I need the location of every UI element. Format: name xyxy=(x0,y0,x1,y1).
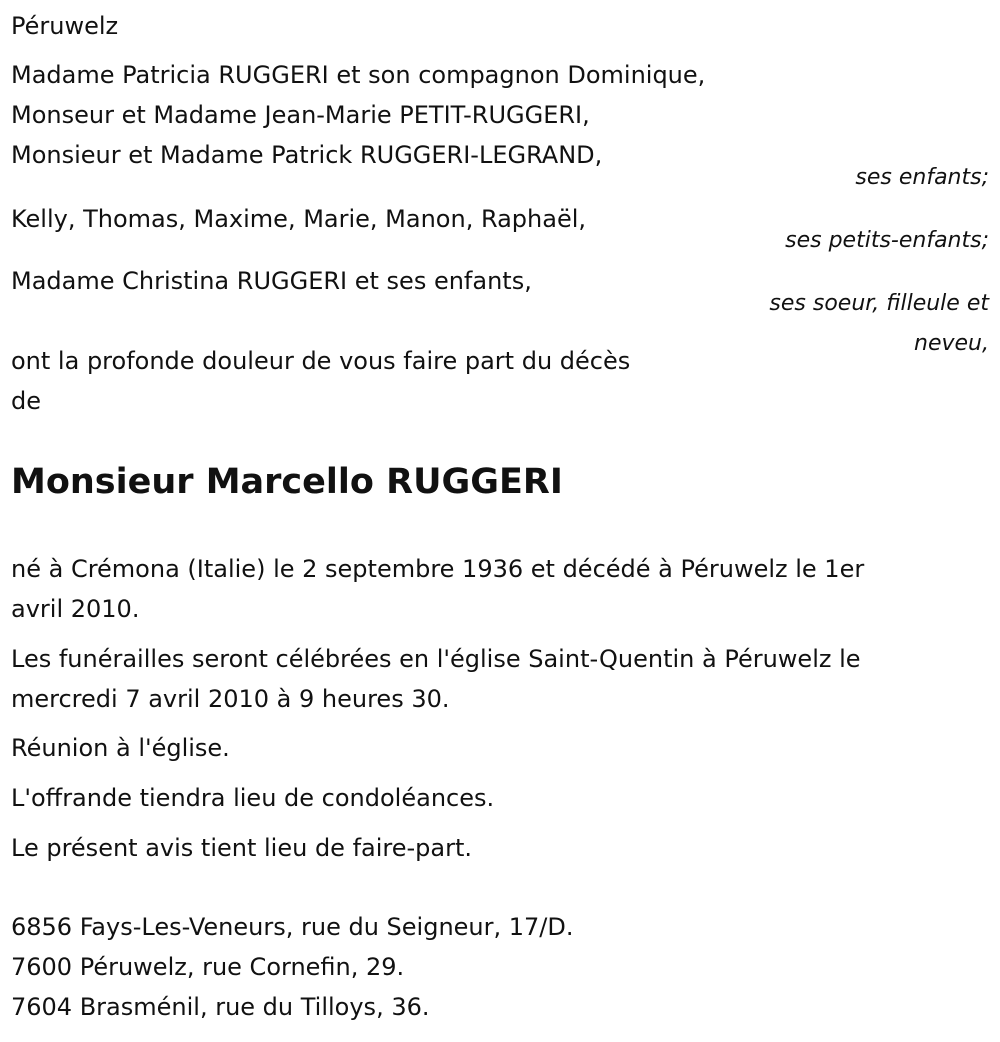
address-line-2: 7600 Péruwelz, rue Cornefin, 29. xyxy=(11,953,405,981)
children-line-3: Monsieur et Madame Patrick RUGGERI-LEGRAND, xyxy=(11,141,603,169)
meeting-line: Réunion à l'église. xyxy=(11,734,230,762)
address-line-3: 7604 Brasménil, rue du Tilloys, 36. xyxy=(11,993,430,1021)
birth-death-line-1: né à Crémona (Italie) le 2 septembre 1936 et décédé à Péruwelz le 1er xyxy=(11,555,865,583)
announcement-line-1: ont la profonde douleur de vous faire part du décès xyxy=(11,347,631,375)
grandchildren-role: ses petits-enfants; xyxy=(785,228,989,253)
location-heading: Péruwelz xyxy=(11,12,119,40)
grandchildren-line: Kelly, Thomas, Maxime, Marie, Manon, Raphaël, xyxy=(11,205,587,233)
sister-line: Madame Christina RUGGERI et ses enfants, xyxy=(11,267,532,295)
announcement-line-2: de xyxy=(11,387,41,415)
notice-line: Le présent avis tient lieu de faire-part. xyxy=(11,834,473,862)
deceased-name: Monsieur Marcello RUGGERI xyxy=(11,462,563,502)
children-line-2: Monseur et Madame Jean-Marie PETIT-RUGGERI, xyxy=(11,101,590,129)
sister-role-line-1: ses soeur, filleule et xyxy=(769,291,989,316)
funeral-line-2: mercredi 7 avril 2010 à 9 heures 30. xyxy=(11,685,450,713)
sister-role-line-2: neveu, xyxy=(914,331,989,356)
funeral-line-1: Les funérailles seront célébrées en l'église Saint-Quentin à Péruwelz le xyxy=(11,645,861,673)
offering-line: L'offrande tiendra lieu de condoléances. xyxy=(11,784,495,812)
address-line-1: 6856 Fays-Les-Veneurs, rue du Seigneur, 17/D. xyxy=(11,913,574,941)
birth-death-line-2: avril 2010. xyxy=(11,595,140,623)
children-role: ses enfants; xyxy=(855,165,989,190)
children-line-1: Madame Patricia RUGGERI et son compagnon Dominique, xyxy=(11,61,706,89)
